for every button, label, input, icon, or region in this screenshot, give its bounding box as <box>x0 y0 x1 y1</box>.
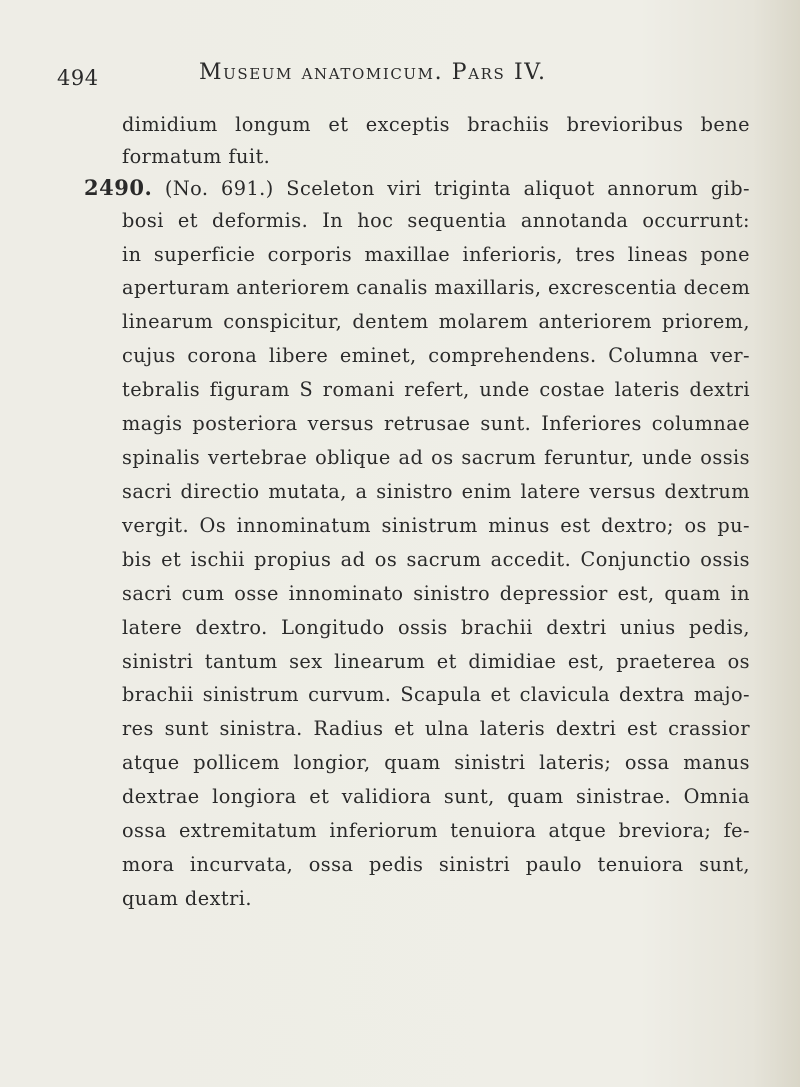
entry-number: 2490. <box>84 175 153 200</box>
text-line: dimidium longum et exceptis brachiis brevioribus bene <box>122 113 750 136</box>
text-line: sinistri tantum sex linearum et dimidiae est, praeterea os <box>122 650 750 673</box>
text-line: linearum conspicitur, dentem molarem anteriorem priorem, <box>122 310 750 333</box>
text-line: tebralis figuram S romani refert, unde costae lateris dextri <box>122 378 750 401</box>
text-line: sacri directio mutata, a sinistro enim latere versus dextrum <box>122 480 750 503</box>
text-line: formatum fuit. <box>122 145 271 168</box>
text-line: (No. 691.) Sceleton viri triginta aliquot annorum gib- <box>164 177 750 200</box>
text-line: in superficie corporis maxillae inferioris, tres lineas pone <box>122 243 750 266</box>
text-line: latere dextro. Longitudo ossis brachii dextri unius pedis, <box>122 616 750 639</box>
running-head: Museum anatomicum. Pars IV. <box>199 60 547 85</box>
text-line: brachii sinistrum curvum. Scapula et clavicula dextra majo- <box>122 683 750 706</box>
text-line: mora incurvata, ossa pedis sinistri paulo tenuiora sunt, <box>122 853 750 876</box>
text-line: res sunt sinistra. Radius et ulna lateris dextri est crassior <box>122 717 750 740</box>
text-line: spinalis vertebrae oblique ad os sacrum feruntur, unde ossis <box>122 446 750 469</box>
text-line: quam dextri. <box>122 887 252 910</box>
page-number: 494 <box>57 66 99 90</box>
text-line: sacri cum osse innominato sinistro depressior est, quam in <box>122 582 750 605</box>
text-line: aperturam anteriorem canalis maxillaris, excrescentia decem <box>122 276 751 299</box>
text-line: magis posteriora versus retrusae sunt. Inferiores columnae <box>122 412 750 435</box>
text-line: bosi et deformis. In hoc sequentia annotanda occurrunt: <box>122 209 750 232</box>
entry-first-line <box>84 177 750 198</box>
text-line: bis et ischii propius ad os sacrum accedit. Conjunctio ossis <box>122 548 750 571</box>
text-line: ossa extremitatum inferiorum tenuiora atque breviora; fe- <box>122 819 750 842</box>
text-line: atque pollicem longior, quam sinistri lateris; ossa manus <box>122 751 750 774</box>
text-line: cujus corona libere eminet, comprehendens. Columna ver- <box>122 344 750 367</box>
text-line: vergit. Os innominatum sinistrum minus est dextro; os pu- <box>122 514 750 537</box>
text-line: dextrae longiora et validiora sunt, quam sinistrae. Omnia <box>122 785 750 808</box>
page-header <box>57 56 757 96</box>
